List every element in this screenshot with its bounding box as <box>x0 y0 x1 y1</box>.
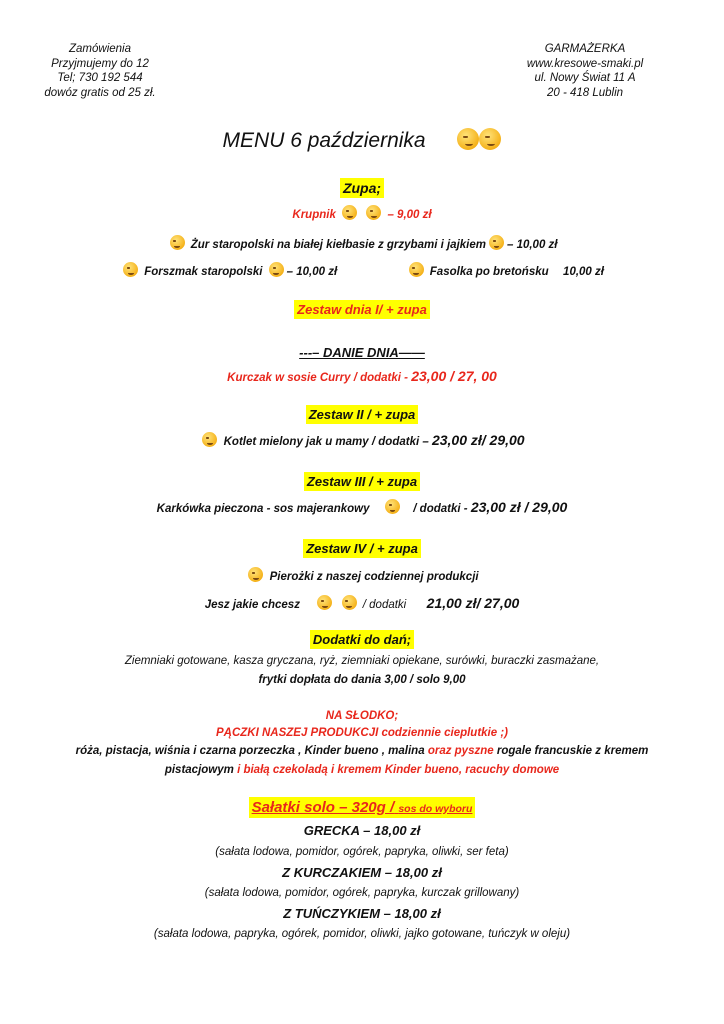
zur-name: Żur staropolski na białej kiełbasie z grzybami i jajkiem <box>190 239 486 251</box>
sides-line-1: Ziemniaki gotowane, kasza gryczana, ryż, ziemniaki opiekane, surówki, buraczki zasmażane, <box>124 655 600 667</box>
set1-dish: Kurczak w sosie Curry / dodatki - <box>227 372 408 384</box>
winking-face-emoji-icon <box>342 205 357 220</box>
forszmak-fasolka-row <box>0 262 724 278</box>
sides-line-2: frytki dopłata do dania 3,00 / solo 9,00 <box>258 674 466 686</box>
winking-face-emoji-icon <box>489 235 504 250</box>
set3-heading-row <box>0 474 724 489</box>
set1-heading: Zestaw dnia I/ + zupa <box>294 300 430 319</box>
winking-face-emoji-icon <box>385 499 400 514</box>
menu-title: MENU 6 października <box>222 129 426 152</box>
sweet-line-3b: i białą czekoladą i kremem Kinder bueno, racuchy domowe <box>237 764 560 776</box>
set2-dish: Kotlet mielony jak u mamy / dodatki – <box>223 436 429 448</box>
soup-heading-row <box>0 180 724 196</box>
salad-name: Z KURCZAKIEM – 18,00 zł <box>282 865 442 880</box>
sweet-line-3 <box>0 764 724 776</box>
salad-desc: (sałata lodowa, papryka, ogórek, pomidor, oliwki, jajko gotowane, tuńczyk w oleju) <box>153 928 571 940</box>
set2-heading-row <box>0 407 724 422</box>
set3-dish: Karkówka pieczona - sos majerankowy <box>156 503 370 515</box>
salads-heading-row <box>0 799 724 817</box>
soup-heading: Zupa; <box>340 178 384 198</box>
set3-addons: / dodatki - <box>413 503 468 515</box>
salads-heading-small: sos do wyboru <box>398 803 473 815</box>
forszmak-price: – 10,00 zł <box>286 266 338 278</box>
set1-price: 23,00 / 27, 00 <box>411 368 497 384</box>
salad-name: GRECKA – 18,00 zł <box>303 823 421 838</box>
danie-dnia-row <box>0 345 724 360</box>
header-right-line: GARMAŻERKA <box>544 43 626 55</box>
sweet-heading: NA SŁODKO; <box>325 710 399 722</box>
set2-price: 23,00 zł/ 29,00 <box>431 432 525 448</box>
sweet-line-1: PĄCZKI NASZEJ PRODUKCJI codziennie cieplutkie ;) <box>215 727 508 739</box>
sweet-line-2 <box>0 745 724 757</box>
danie-dnia-heading: ---– DANIE DNIA—— <box>299 345 425 360</box>
fasolka-price: 10,00 zł <box>563 266 604 278</box>
krupnik-price: – 9,00 zł <box>387 209 432 221</box>
set3-heading: Zestaw III / + zupa <box>304 472 420 491</box>
set1-heading-row <box>0 302 724 317</box>
set4-price: 21,00 zł/ 27,00 <box>426 595 520 611</box>
set1-dish-row <box>0 368 724 384</box>
sweet-line-2a: róża, pistacja, wiśnia i czarna porzeczka , Kinder bueno , malina <box>75 745 425 757</box>
set4-heading-row <box>0 541 724 556</box>
salad-desc: (sałata lodowa, pomidor, ogórek, papryka, oliwki, ser feta) <box>215 846 509 858</box>
set4-extra-row <box>0 595 724 611</box>
salad-name: Z TUŃCZYKIEM – 18,00 zł <box>283 906 441 921</box>
salad-desc: (sałata lodowa, pomidor, ogórek, papryka, kurczak grillowany) <box>204 887 520 899</box>
winking-face-emoji-icon <box>269 262 284 277</box>
header-contact <box>30 42 170 100</box>
krupnik-row <box>0 205 724 221</box>
header-left-line: Zamówienia <box>69 43 131 55</box>
salads-heading: Sałatki solo – 320g / <box>251 799 395 816</box>
winking-face-emoji-icon <box>317 595 332 610</box>
header-right-line: ul. Nowy Świat 11 A <box>534 72 636 84</box>
header-left-line: Przyjmujemy do 12 <box>51 57 149 70</box>
zur-row <box>0 235 724 251</box>
set3-price: 23,00 zł / 29,00 <box>470 499 568 515</box>
menu-title-row <box>0 128 724 153</box>
set4-dish-row <box>0 567 724 583</box>
header-right-line: www.kresowe-smaki.pl <box>526 57 644 70</box>
sweet-line-2b: oraz pyszne <box>427 745 494 757</box>
set3-dish-row <box>0 499 724 515</box>
winking-face-emoji-icon <box>457 128 479 150</box>
zur-price: – 10,00 zł <box>506 239 558 251</box>
set2-heading: Zestaw II / + zupa <box>306 405 419 424</box>
sweet-line-3a: pistacjowym <box>164 764 234 776</box>
fasolka-name: Fasolka po bretońsku <box>429 266 549 278</box>
winking-face-emoji-icon <box>123 262 138 277</box>
header-left-line: Tel; 730 192 544 <box>57 72 143 84</box>
winking-face-emoji-icon <box>479 128 501 150</box>
set4-dish: Pierożki z naszej codziennej produkcji <box>269 571 479 583</box>
winking-face-emoji-icon <box>202 432 217 447</box>
krupnik-name: Krupnik <box>292 209 336 221</box>
header-right-line: 20 - 418 Lublin <box>546 86 624 99</box>
header-left-line: dowóz gratis od 25 zł. <box>44 86 156 99</box>
set4-dish2: Jesz jakie chcesz <box>204 599 300 611</box>
header-address <box>500 42 670 100</box>
set4-heading: Zestaw IV / + zupa <box>303 539 421 558</box>
set2-dish-row <box>0 432 724 448</box>
sweet-line-2c: rogale francuskie z kremem <box>496 745 649 757</box>
winking-face-emoji-icon <box>170 235 185 250</box>
winking-face-emoji-icon <box>248 567 263 582</box>
winking-face-emoji-icon <box>366 205 381 220</box>
sides-heading-row <box>0 632 724 647</box>
set4-addons: / dodatki <box>362 599 407 611</box>
winking-face-emoji-icon <box>409 262 424 277</box>
sides-heading: Dodatki do dań; <box>310 630 414 649</box>
winking-face-emoji-icon <box>342 595 357 610</box>
forszmak-name: Forszmak staropolski <box>144 266 263 278</box>
